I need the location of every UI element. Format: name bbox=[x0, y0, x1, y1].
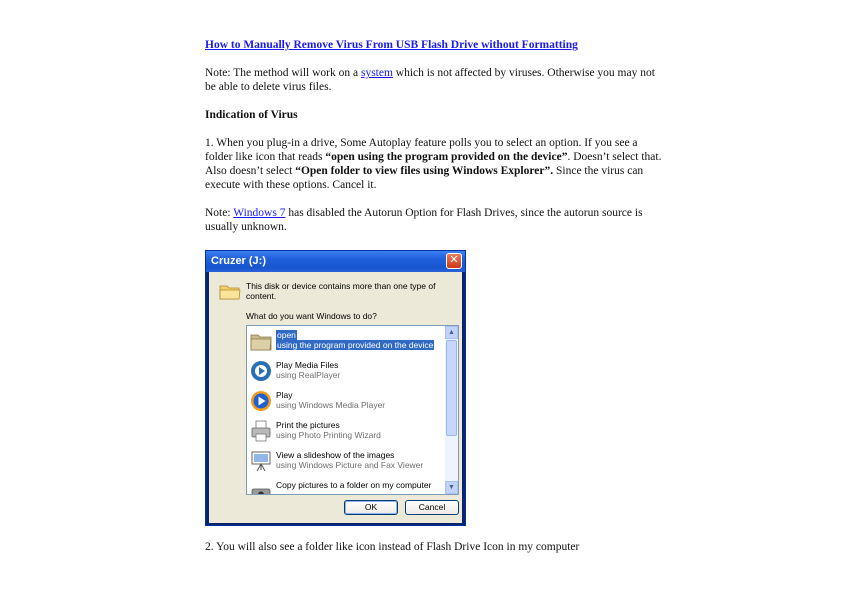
note-system: Note: The method will work on a system which is not affected by viruses. Otherwise you may not be able to delete virus files. bbox=[205, 67, 655, 93]
step-2-text: 2. You will also see a folder like icon instead of Flash Drive Icon in my computer bbox=[205, 541, 580, 553]
action-list[interactable] bbox=[246, 325, 459, 495]
item-subtitle: using Windows Picture and Fax Viewer bbox=[276, 460, 424, 470]
media-player-icon bbox=[249, 389, 273, 413]
note-windows7: Note: Windows 7 has disabled the Autorun Option for Flash Drives, since the autorun source is usually unknown. bbox=[205, 207, 643, 233]
article bbox=[205, 38, 665, 248]
ok-button[interactable]: OK bbox=[344, 500, 398, 515]
dialog-title: Cruzer (J:) bbox=[211, 255, 267, 267]
autoplay-dialog bbox=[205, 250, 466, 526]
scroll-up-button[interactable]: ▲ bbox=[445, 326, 458, 339]
item-title: Play Media Files bbox=[276, 360, 339, 370]
list-item[interactable] bbox=[247, 356, 443, 386]
list-item[interactable] bbox=[247, 386, 443, 416]
item-subtitle: using the program provided on the device bbox=[277, 340, 434, 350]
item-title: Print the pictures bbox=[276, 420, 340, 430]
realplayer-icon bbox=[249, 359, 273, 383]
item-subtitle: using Photo Printing Wizard bbox=[276, 430, 381, 440]
system-link[interactable]: system bbox=[360, 67, 393, 79]
step-1-text: 1. When you plug-in a drive, Some Autoplay feature polls you to select an option. If you see a folder like icon that reads “open using the program provided on the device”. Doesn’t select that. Also doesn’t select “Open folder to view files using Windows Explorer”. Since the virus can execute with these options. Cancel it. bbox=[205, 137, 662, 191]
item-title: Play bbox=[276, 390, 293, 400]
folder-icon bbox=[219, 282, 241, 300]
list-item[interactable] bbox=[247, 446, 443, 476]
list-item[interactable] bbox=[247, 326, 443, 356]
slideshow-icon bbox=[249, 449, 273, 473]
section-heading: Indication of Virus bbox=[205, 109, 298, 121]
dialog-question: What do you want Windows to do? bbox=[246, 311, 377, 321]
dialog-message: This disk or device contains more than one type of content. bbox=[246, 281, 436, 301]
printer-icon bbox=[249, 419, 273, 443]
item-subtitle: using Windows Media Player bbox=[276, 400, 386, 410]
dialog-body bbox=[209, 272, 462, 523]
scroll-thumb[interactable] bbox=[446, 340, 457, 436]
item-title: Copy pictures to a folder on my computer bbox=[276, 480, 432, 490]
camera-icon bbox=[249, 479, 273, 495]
scroll-down-button[interactable]: ▼ bbox=[445, 481, 458, 494]
cancel-button[interactable]: Cancel bbox=[405, 500, 459, 515]
folder-icon bbox=[249, 329, 273, 353]
list-item[interactable] bbox=[247, 476, 443, 495]
article-continued bbox=[205, 540, 665, 568]
item-title: View a slideshow of the images bbox=[276, 450, 395, 460]
windows7-link[interactable]: Windows 7 bbox=[233, 207, 286, 219]
item-subtitle: using RealPlayer bbox=[276, 370, 341, 380]
article-title-link[interactable]: How to Manually Remove Virus From USB Flash Drive without Formatting bbox=[205, 39, 578, 51]
dialog-titlebar[interactable] bbox=[206, 251, 465, 272]
close-button[interactable]: ✕ bbox=[446, 253, 462, 269]
vertical-scrollbar[interactable] bbox=[445, 326, 458, 494]
item-title: open bbox=[277, 330, 296, 340]
list-item[interactable] bbox=[247, 416, 443, 446]
